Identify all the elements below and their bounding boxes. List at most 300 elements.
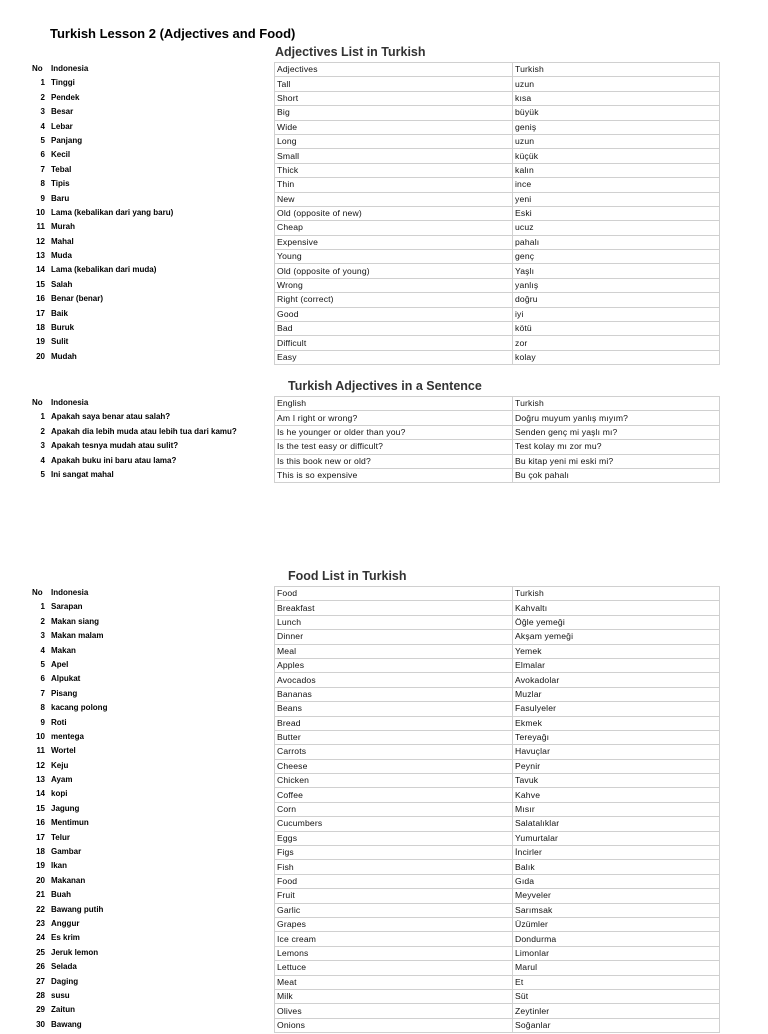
english-cell: Meal [275,644,513,658]
left-row [31,150,271,164]
indonesian-text: Makan [51,645,76,655]
indonesian-text: Kecil [51,150,71,160]
english-cell: Good [275,307,513,321]
english-cell: New [275,192,513,206]
english-cell: Olives [275,1004,513,1018]
english-cell: Cucumbers [275,817,513,831]
indonesian-text: Tipis [51,179,70,189]
indonesian-text: Gambar [51,847,82,857]
page-title: Turkish Lesson 2 (Adjectives and Food) [50,26,296,41]
turkish-cell: Gıda [513,874,720,888]
left-row [31,948,271,962]
row-number: 5 [40,469,45,479]
row-number: 8 [40,179,45,189]
table-row [275,658,720,672]
section-title: Food List in Turkish [288,569,407,583]
table-row [275,874,720,888]
row-number: 25 [36,947,45,957]
indonesian-text: Daging [51,976,79,986]
indonesian-text: Keju [51,760,69,770]
turkish-header: Turkish [513,587,720,601]
left-row [31,294,271,308]
indonesian-column [31,64,271,366]
table-row [275,745,720,759]
english-cell: Food [275,874,513,888]
english-cell: Meat [275,975,513,989]
turkish-header: Turkish [513,397,720,411]
english-cell: Avocados [275,673,513,687]
turkish-cell: genç [513,250,720,264]
row-number: 16 [36,818,45,828]
left-header-row [31,398,271,412]
turkish-cell: Mısır [513,802,720,816]
english-cell: Old (opposite of young) [275,264,513,278]
left-row [31,456,271,470]
english-cell: Bread [275,716,513,730]
no-header: No [32,64,43,73]
table-row [275,615,720,629]
turkish-cell: Akşam yemeği [513,630,720,644]
turkish-cell: Kahve [513,788,720,802]
row-number: 14 [36,265,45,275]
english-cell: Fish [275,860,513,874]
row-number: 9 [40,717,45,727]
table-row [275,831,720,845]
row-number: 16 [36,294,45,304]
left-row [31,179,271,193]
left-row [31,703,271,717]
indonesian-text: Es krim [51,933,80,943]
turkish-cell: Yaşlı [513,264,720,278]
left-row [31,660,271,674]
table-row [275,989,720,1003]
indonesian-text: Sarapan [51,602,83,612]
left-row [31,905,271,919]
turkish-cell: Ekmek [513,716,720,730]
indonesian-text: Apakah saya benar atau salah? [51,412,171,422]
turkish-cell: kötü [513,322,720,336]
english-cell: Difficult [275,336,513,350]
indonesian-text: susu [51,990,70,1000]
english-cell: Ice cream [275,932,513,946]
left-row [31,441,271,455]
row-number: 6 [40,674,45,684]
english-cell: This is so expensive [275,468,513,482]
left-row [31,674,271,688]
indonesian-text: Makan siang [51,616,100,626]
row-number: 4 [40,455,45,465]
table-row [275,917,720,931]
english-cell: Old (opposite of new) [275,206,513,220]
turkish-cell: Bu kitap yeni mi eski mi? [513,454,720,468]
turkish-cell: kısa [513,91,720,105]
turkish-cell: Öğle yemeği [513,615,720,629]
indonesian-text: Buruk [51,323,75,333]
indonesian-text: Lama (kebalikan dari muda) [51,265,157,275]
row-number: 14 [36,789,45,799]
left-row [31,775,271,789]
left-row [31,251,271,265]
left-row [31,136,271,150]
english-cell: Corn [275,802,513,816]
left-row [31,847,271,861]
indonesian-text: Telur [51,832,70,842]
table-row [275,77,720,91]
english-cell: Expensive [275,235,513,249]
row-number: 29 [36,1005,45,1015]
indonesian-text: Apakah dia lebih muda atau lebih tua dari kamu? [51,426,237,436]
left-row [31,689,271,703]
row-number: 22 [36,904,45,914]
table-row [275,106,720,120]
indonesian-text: kopi [51,789,68,799]
table-row [275,221,720,235]
indonesian-text: Anggur [51,918,80,928]
table-row [275,134,720,148]
left-row [31,789,271,803]
turkish-cell: Tavuk [513,774,720,788]
indonesian-text: Baik [51,308,68,318]
turkish-cell: iyi [513,307,720,321]
left-row [31,818,271,832]
indonesian-text: Besar [51,107,74,117]
row-number: 1 [40,78,45,88]
table-row [275,91,720,105]
table-row [275,454,720,468]
left-row [31,833,271,847]
turkish-cell: Elmalar [513,658,720,672]
indonesian-text: Zaitun [51,1005,75,1015]
english-cell: Right (correct) [275,293,513,307]
turkish-cell: Limonlar [513,946,720,960]
indonesian-text: Ini sangat mahal [51,469,114,479]
table-row [275,889,720,903]
left-row [31,237,271,251]
row-number: 2 [40,616,45,626]
table-row [275,730,720,744]
english-cell: Lemons [275,946,513,960]
left-row [31,631,271,645]
table-row [275,903,720,917]
turkish-cell: Muzlar [513,687,720,701]
turkish-cell: Avokadolar [513,673,720,687]
indonesian-text: Mentimun [51,818,89,828]
table-row [275,673,720,687]
indonesian-text: Lebar [51,121,73,131]
english-cell: Coffee [275,788,513,802]
left-row [31,323,271,337]
left-row [31,602,271,616]
row-number: 17 [36,308,45,318]
turkish-cell: doğru [513,293,720,307]
left-header-row [31,64,271,78]
english-cell: Young [275,250,513,264]
row-number: 2 [40,426,45,436]
english-cell: Wide [275,120,513,134]
turkish-cell: küçük [513,149,720,163]
row-number: 2 [40,92,45,102]
turkish-cell: Soğanlar [513,1018,720,1032]
row-number: 19 [36,337,45,347]
row-number: 12 [36,236,45,246]
left-row [31,861,271,875]
left-row [31,962,271,976]
turkish-cell: Eski [513,206,720,220]
turkish-cell: uzun [513,77,720,91]
row-number: 18 [36,847,45,857]
english-cell: Bananas [275,687,513,701]
left-row [31,337,271,351]
row-number: 5 [40,135,45,145]
left-row [31,107,271,121]
left-header-row [31,588,271,602]
indonesian-text: Pisang [51,688,78,698]
indonesian-column [31,398,271,484]
left-row [31,890,271,904]
english-cell: Apples [275,658,513,672]
table-row [275,702,720,716]
row-number: 26 [36,962,45,972]
table-row [275,178,720,192]
table-row [275,687,720,701]
no-header: No [32,588,43,597]
english-cell: Eggs [275,831,513,845]
row-number: 10 [36,207,45,217]
row-number: 9 [40,193,45,203]
left-row [31,93,271,107]
left-row [31,309,271,323]
left-row [31,1005,271,1019]
table-header-row [275,397,720,411]
turkish-cell: Sarımsak [513,903,720,917]
row-number: 1 [40,412,45,422]
turkish-cell: İncirler [513,846,720,860]
turkish-cell: Salatalıklar [513,817,720,831]
english-cell: Is the test easy or difficult? [275,440,513,454]
row-number: 17 [36,832,45,842]
table-row [275,149,720,163]
row-number: 11 [36,222,45,232]
indonesian-text: Bawang putih [51,904,104,914]
left-row [31,222,271,236]
english-cell: Small [275,149,513,163]
english-cell: Tall [275,77,513,91]
turkish-cell: Balık [513,860,720,874]
left-row [31,977,271,991]
english-cell: Easy [275,350,513,364]
left-row [31,646,271,660]
row-number: 28 [36,990,45,1000]
table-row [275,644,720,658]
indonesian-text: Apel [51,659,69,669]
english-cell: Bad [275,322,513,336]
row-number: 3 [40,441,45,451]
table-row [275,163,720,177]
turkish-cell: zor [513,336,720,350]
turkish-cell: Kahvaltı [513,601,720,615]
turkish-cell: Havuçlar [513,745,720,759]
row-number: 5 [40,659,45,669]
indonesian-text: Mahal [51,236,74,246]
table-row [275,932,720,946]
indonesian-text: Benar (benar) [51,294,104,304]
turkish-cell: Fasulyeler [513,702,720,716]
row-number: 4 [40,121,45,131]
turkish-cell: ince [513,178,720,192]
turkish-cell: Meyveler [513,889,720,903]
row-number: 13 [36,775,45,785]
english-cell: Is this book new or old? [275,454,513,468]
no-header: No [32,398,43,407]
table-row [275,336,720,350]
indonesian-text: Apakah tesnya mudah atau sulit? [51,441,179,451]
left-row [31,761,271,775]
left-row [31,165,271,179]
left-row [31,352,271,366]
turkish-cell: pahalı [513,235,720,249]
translation-table [274,396,717,483]
row-number: 23 [36,918,45,928]
table-row [275,802,720,816]
left-row [31,746,271,760]
english-cell: Is he younger or older than you? [275,425,513,439]
indonesian-text: Sulit [51,337,69,347]
table-row [275,250,720,264]
indonesian-text: mentega [51,731,84,741]
row-number: 12 [36,760,45,770]
indonesia-header: Indonesia [51,64,89,73]
indonesian-text: Lama (kebalikan dari yang baru) [51,207,174,217]
table-row [275,440,720,454]
table-row [275,946,720,960]
english-cell: Dinner [275,630,513,644]
left-row [31,194,271,208]
english-cell: Breakfast [275,601,513,615]
table-row [275,425,720,439]
row-number: 21 [36,890,45,900]
row-number: 13 [36,251,45,261]
indonesian-column [31,588,271,1034]
english-cell: Butter [275,730,513,744]
indonesian-text: Murah [51,222,75,232]
table-row [275,774,720,788]
table-row [275,322,720,336]
table-row [275,716,720,730]
table-header-row [275,63,720,77]
table-row [275,120,720,134]
left-row [31,427,271,441]
english-cell: Garlic [275,903,513,917]
indonesian-text: Makan malam [51,631,104,641]
row-number: 10 [36,731,45,741]
row-number: 20 [36,351,45,361]
indonesian-text: Alpukat [51,674,81,684]
turkish-cell: Test kolay mı zor mu? [513,440,720,454]
row-number: 24 [36,933,45,943]
english-cell: Lettuce [275,961,513,975]
indonesian-text: Ayam [51,775,73,785]
left-row [31,412,271,426]
table-row [275,307,720,321]
table-row [275,235,720,249]
table-row [275,601,720,615]
turkish-cell: Marul [513,961,720,975]
english-cell: Thick [275,163,513,177]
left-row [31,991,271,1005]
english-cell: Am I right or wrong? [275,411,513,425]
left-row [31,804,271,818]
table-row [275,411,720,425]
table-row [275,788,720,802]
english-cell: Cheese [275,759,513,773]
left-row [31,1020,271,1034]
left-row [31,617,271,631]
table-row [275,264,720,278]
english-cell: Short [275,91,513,105]
indonesian-text: Selada [51,962,77,972]
left-row [31,265,271,279]
row-number: 30 [36,1019,45,1029]
english-cell: Big [275,106,513,120]
turkish-cell: kalın [513,163,720,177]
table-row [275,1004,720,1018]
left-row [31,718,271,732]
indonesia-header: Indonesia [51,398,89,407]
indonesian-text: Salah [51,279,73,289]
turkish-cell: Doğru muyum yanlış mıyım? [513,411,720,425]
english-cell: Figs [275,846,513,860]
english-cell: Cheap [275,221,513,235]
indonesian-text: Bawang [51,1019,82,1029]
english-cell: Fruit [275,889,513,903]
english-cell: Milk [275,989,513,1003]
row-number: 7 [40,164,45,174]
indonesian-text: Panjang [51,135,83,145]
turkish-cell: yeni [513,192,720,206]
turkish-cell: Tereyağı [513,730,720,744]
table-row [275,759,720,773]
table-row [275,630,720,644]
row-number: 3 [40,107,45,117]
row-number: 20 [36,875,45,885]
english-header: Food [275,587,513,601]
left-row [31,78,271,92]
table-row [275,468,720,482]
english-header: English [275,397,513,411]
indonesian-text: Jagung [51,803,80,813]
row-number: 7 [40,688,45,698]
left-row [31,470,271,484]
row-number: 11 [36,746,45,756]
english-cell: Grapes [275,917,513,931]
english-cell: Carrots [275,745,513,759]
indonesian-text: Roti [51,717,67,727]
table-row [275,961,720,975]
turkish-cell: Bu çok pahalı [513,468,720,482]
table-row [275,1018,720,1032]
left-row [31,933,271,947]
row-number: 19 [36,861,45,871]
table-row [275,350,720,364]
indonesian-text: Jeruk lemon [51,947,99,957]
translation-table [274,62,717,365]
left-row [31,919,271,933]
indonesian-text: Buah [51,890,71,900]
table-row [275,192,720,206]
row-number: 15 [36,279,45,289]
left-row [31,208,271,222]
section-title: Adjectives List in Turkish [275,45,426,59]
